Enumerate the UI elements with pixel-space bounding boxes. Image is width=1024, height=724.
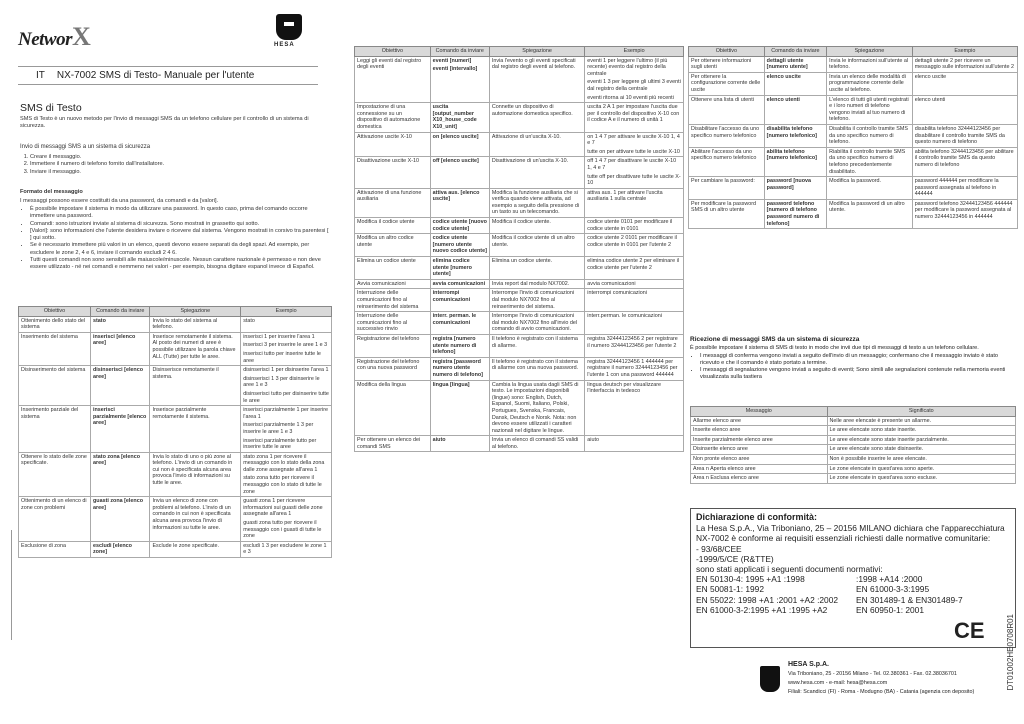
table-row: [19, 316, 332, 332]
networx-logo: NetworX: [18, 22, 91, 51]
table-cell: inserisci parzialmente 1 per inserire l'area 1 inserisci parzialmente 1 3 per inserire le aree 1 e 3 inserisci parzialmente tutto per inserire tutte le aree: [241, 406, 332, 453]
table-cell: Cambia la lingua usata dagli SMS di testo. Le impostazioni disponibili (lingue) sono: English, Dutch, Espanol, Suomi, Italiano, Polski, Portugues, Svenska, Francais, Dansk, Deutsch e Norsk. Nota: non devono essere utilizzati i caratteri nazionali nel digitare le lingue.: [489, 380, 584, 436]
footer-filiali: Filiali: Scandicci (FI) - Roma - Modugno (BA) - Catania (agenzia con deposito): [788, 689, 975, 695]
table-cell: interr.perman. le comunicazioni: [585, 312, 684, 335]
table-cell: Avvia comunicazioni: [355, 279, 431, 289]
footer-web: www.hesa.com - e-mail: hesa@hesa.com: [788, 680, 888, 686]
message-row: [691, 474, 1016, 484]
table-cell: abilita telefono [numero telefonico]: [764, 147, 827, 176]
conformity-line: EN 50081-1: 1992: [696, 584, 764, 595]
hesa-footer-logo-icon: [760, 666, 780, 692]
table-cell: Registrazione del telefono con una nuova password: [355, 357, 431, 380]
table-row: [355, 334, 684, 357]
table-cell: Disabilita il controllo tramite SMS da uno specifico numero di telefono.: [827, 124, 913, 147]
col-header-spiegazione: Spiegazione: [150, 307, 241, 317]
table-row: [19, 366, 332, 406]
table-cell: elenco utenti: [912, 95, 1017, 124]
table-cell: aiuto: [430, 436, 489, 452]
col-header-spiegazione: Spiegazione: [489, 47, 584, 57]
table-cell: password 444444 per modificare la password assegnata al telefono in 444444: [912, 177, 1017, 200]
table-cell: Inserimento del sistema: [19, 332, 91, 365]
receive-text: È possibile impostare il sistema di SMS di testo in modo che invii due tipi di messaggi di testo a un telefono cellulare.: [690, 345, 979, 352]
col-header-esempio: Esempio: [912, 47, 1017, 57]
table-cell: uscita 2 A 1 per impostare l'uscita due per il controllo del dispositivo X-10 con il codice A e il numero di unità 1: [585, 103, 684, 132]
table-cell: Invia un elenco delle modalità di programmazione corrente delle uscite al telefono.: [827, 72, 913, 95]
message-cell: Disinserite elenco aree: [691, 445, 828, 455]
table-cell: registra 32444123456 2 per registrare il numero 32444123456 per l'utente 2: [585, 334, 684, 357]
table-cell: elenco utenti: [764, 95, 827, 124]
table-cell: Interrompe l'invio di comunicazioni dal modulo NX7002 fino all'invio del comando di avvio comunicazioni.: [489, 312, 584, 335]
table-cell: password telefono 32444123456 444444 per modificare la password assegnata al numero 32444123456 in 444444: [912, 199, 1017, 228]
ce-mark-icon: CE: [954, 618, 985, 643]
table-cell: lingua [lingua]: [430, 380, 489, 436]
table-row: [689, 72, 1018, 95]
table-cell: Disabilitare l'accesso da uno specifico numero telefonico: [689, 124, 765, 147]
col-header-messaggio: Messaggio: [691, 407, 828, 417]
table-row: [19, 452, 332, 497]
receive-bullet: • I messaggi di conferma vengono inviati a seguito dell'invio di un messaggio; confermano che il messaggio inviato è stato ricevuto e che il comando è stato portato a termine.: [700, 353, 1016, 368]
conformity-line: EN 61000-3-2:1995 +A1 :1995 +A2: [696, 604, 828, 615]
table-cell: uscita [output_number X10_house_code X10_unit]: [430, 103, 489, 132]
table-cell: Inserisce parzialmente remotamente il sistema.: [150, 406, 241, 453]
conformity-line: :1998 +A14 :2000: [856, 574, 923, 585]
table-cell: on [elenco uscite]: [430, 132, 489, 157]
table-cell: Modifica il codice utente: [355, 218, 431, 234]
table-cell: Disinserimento del sistema: [19, 366, 91, 406]
conformity-line: EN 50130-4: 1995 +A1 :1998: [696, 574, 805, 585]
message-cell: Non pronte elenco aree: [691, 454, 828, 464]
message-row: [691, 464, 1016, 474]
table-row: [355, 279, 684, 289]
conformity-line: EN 61000-3-3:1995: [856, 584, 930, 595]
table-cell: password telefono [numero di telefono password numero di telefono]: [764, 199, 827, 228]
receive-section: [690, 336, 1016, 382]
table-cell: Connette un dispositivo di automazione domestica specifico.: [489, 103, 584, 132]
message-cell: Le zone elencate in quest'area sono escluse.: [827, 474, 1016, 484]
margin-rule: [11, 530, 13, 640]
conformity-line: La Hesa S.p.A., Via Triboniano, 25 – 20156 MILANO dichiara che l'apparecchiatura NX-7002 è conforme ai requisiti essenziali richiesti dalle normative comunitarie:: [696, 523, 1005, 544]
col-header-spiegazione: Spiegazione: [827, 47, 913, 57]
table-cell: Disattivazione uscite X-10: [355, 157, 431, 188]
table-cell: Ottenimento dello stato del sistema: [19, 316, 91, 332]
table-row: [355, 380, 684, 436]
table-row: [355, 257, 684, 280]
table-cell: escludi 1 3 per escludere le zone 1 e 3: [241, 541, 332, 557]
table-cell: codice utente 0101 per modificare il codice utente in 0101: [585, 218, 684, 234]
col-header-comando: Comando da inviare: [764, 47, 827, 57]
invio-heading: Invio di messaggi SMS a un sistema di sicurezza: [20, 144, 151, 150]
table-cell: Interruzione delle comunicazioni fino al reinserimento del sistema: [355, 289, 431, 312]
table-cell: Registrazione del telefono: [355, 334, 431, 357]
col-header-comando: Comando da inviare: [430, 47, 489, 57]
table-cell: elenco uscite: [764, 72, 827, 95]
col-header-obiettivo: Obiettivo: [19, 307, 91, 317]
message-cell: Inserite elenco aree: [691, 426, 828, 436]
table-cell: Modifica il codice utente di un altro utente.: [489, 234, 584, 257]
document-id: DT01002HE0708R01: [1006, 614, 1015, 691]
table-cell: dettagli utente 2 per ricevere un messaggio sulle informazioni sull'utente 2: [912, 56, 1017, 72]
conformity-heading: Dichiarazione di conformità:: [696, 512, 818, 522]
table-cell: escludi [elenco zone]: [90, 541, 149, 557]
table-cell: stato: [241, 316, 332, 332]
intro-heading: SMS di Testo: [20, 102, 82, 114]
table-cell: eventi 1 per leggere l'ultimo (il più recente) evento dal registro della centrale eventi 1 3 per leggere gli ultimi 3 eventi dal registro della centrale eventi ritorna ai 10 eventi più recenti: [585, 56, 684, 103]
table-cell: codice utente 2 0101 per modificare il codice utente in 0101 per l'utente 2: [585, 234, 684, 257]
table-cell: Il telefono è registrato con il sistema di allarme.: [489, 334, 584, 357]
message-cell: Area n Aperta elenco aree: [691, 464, 828, 474]
table-cell: elenco uscite: [912, 72, 1017, 95]
table-cell: Elimina un codice utente: [355, 257, 431, 280]
table-cell: inserisci parzialmente [elenco aree]: [90, 406, 149, 453]
table-cell: attiva aus. 1 per attivare l'uscita ausiliaria 1 sulla centrale: [585, 188, 684, 217]
receive-heading: Ricezione di messaggi SMS da un sistema di sicurezza: [690, 336, 860, 343]
table-row: [355, 289, 684, 312]
table-cell: eventi [numeri] eventi [intervallo]: [430, 56, 489, 103]
table-cell: interrompi comunicazioni: [430, 289, 489, 312]
table-cell: stato zona 1 per ricevere il messaggio con lo stato della zona dalle zone assegnate all'area 1 stato zona tutto per ricevere il messaggio con lo stato di tutte le zone: [241, 452, 332, 497]
col-header-obiettivo: Obiettivo: [689, 47, 765, 57]
formato-text: I messaggi possono essere costituiti da una password, da comandi e da [valori].: [20, 198, 219, 204]
commands-table-1: [18, 306, 332, 558]
table-cell: dettagli utente [numero utente]: [764, 56, 827, 72]
table-row: [689, 95, 1018, 124]
table-cell: Il telefono è registrato con il sistema di allarme con una nuova password.: [489, 357, 584, 380]
table-row: [19, 332, 332, 365]
message-cell: Le aree elencate sono state inserite parzialmente.: [827, 435, 1016, 445]
table-row: [355, 234, 684, 257]
hesa-logo-label: HESA: [274, 42, 295, 48]
table-cell: Elimina un codice utente.: [489, 257, 584, 280]
table-cell: registra 32444123456 1 444444 per registrare il numero 32444123456 per l'utente 1 con una password 444444: [585, 357, 684, 380]
col-header-esempio: Esempio: [585, 47, 684, 57]
table-cell: disabilita telefono [numero telefonico]: [764, 124, 827, 147]
table-cell: Interruzione delle comunicazioni fino al successivo rinvio: [355, 312, 431, 335]
table-cell: Per ottenere informazioni sugli utenti: [689, 56, 765, 72]
message-row: [691, 435, 1016, 445]
table-cell: elimina codice utente 2 per eliminare il codice utente per l'utente 2: [585, 257, 684, 280]
page-title: IT NX-7002 SMS di Testo- Manuale per l'utente: [18, 66, 318, 85]
table-cell: Modifica la funzione ausiliaria che si verifica quando viene attivata, ad esempio a seguito della pressione di un tasto su un telecomando.: [489, 188, 584, 217]
table-cell: Per cambiare la password:: [689, 177, 765, 200]
message-row: [691, 445, 1016, 455]
table-row: [19, 497, 332, 542]
table-cell: on 1 4 7 per attivare le uscite X-10 1, 4 e 7 tutte on per attivare tutte le uscite X-10: [585, 132, 684, 157]
conformity-line: sono stati applicati i seguenti documenti normativi:: [696, 564, 883, 575]
steps-list: 1. Creare il messaggio. 2. Immettere il numero di telefono fornito dall'installatore. 3. Inviare il messaggio.: [20, 154, 330, 176]
table-cell: Per modificare la password SMS di un altro utente: [689, 199, 765, 228]
table-cell: Riabilita il controllo tramite SMS da uno specifico numero di telefono precedentemente disabilitato.: [827, 147, 913, 176]
table-cell: Invia le informazioni sull'utente al telefono.: [827, 56, 913, 72]
table-cell: Abilitare l'accesso da uno specifico numero telefonico: [689, 147, 765, 176]
hesa-logo-icon: [276, 14, 302, 40]
table-cell: Disattivazione di un'uscita X-10.: [489, 157, 584, 188]
formato-heading: Formato del messaggio: [20, 189, 83, 195]
table-row: [355, 103, 684, 132]
col-header-obiettivo: Obiettivo: [355, 47, 431, 57]
table-row: [355, 157, 684, 188]
table-cell: L'elenco di tutti gli utenti registrati e i loro numeri di telefono vengono inviati al tuo numero di telefono.: [827, 95, 913, 124]
table-cell: Invia un elenco di zone con problemi al telefono. L'invio di un comando in cui non è specificata alcuna area provoca l'invio di informazioni su tutte le aree.: [150, 497, 241, 542]
table-cell: disinserisci [elenco aree]: [90, 366, 149, 406]
table-row: [355, 188, 684, 217]
table-cell: Impostazione di una connessione su un dispositivo di automazione domestica: [355, 103, 431, 132]
table-row: [355, 312, 684, 335]
table-cell: Modifica della lingua: [355, 380, 431, 436]
table-row: [355, 132, 684, 157]
footer-text: [788, 660, 1018, 697]
conformity-line: -1999/5/CE (R&TTE): [696, 553, 774, 564]
table-cell: registra [numero utente numero di telefono]: [430, 334, 489, 357]
table-cell: Invia lo stato del sistema al telefono.: [150, 316, 241, 332]
table-cell: Esclude le zone specificate.: [150, 541, 241, 557]
table-cell: Per ottenere la configurazione corrente delle uscite: [689, 72, 765, 95]
table-cell: registra [password numero utente numero di telefono]: [430, 357, 489, 380]
conformity-line: EN 55022: 1998 +A1 :2001 +A2 :2002: [696, 594, 839, 605]
message-cell: Le aree elencate sono state disinserite.: [827, 445, 1016, 455]
conformity-line: EN 301489-1 & EN301489-7: [856, 594, 963, 605]
table-cell: Invia lo stato di uno o più zone al telefono. L'invio di un comando in cui non è specificata alcuna area provoca l'invio di informazioni su tutte le aree.: [150, 452, 241, 497]
footer-brand: HESA S.p.A.: [788, 661, 829, 668]
message-cell: Inserite parzialmente elenco aree: [691, 435, 828, 445]
message-cell: Area n Esclusa elenco aree: [691, 474, 828, 484]
commands-table-2: [354, 46, 684, 452]
table-cell: Modifica la password di un altro utente.: [827, 199, 913, 228]
table-cell: attiva aus. [elenco uscite]: [430, 188, 489, 217]
table-cell: disabilita telefono 32444123456 per disabilitare il controllo tramite SMS da questo numero di telefono: [912, 124, 1017, 147]
table-row: [689, 177, 1018, 200]
formato-bullets: • È possibile impostare il sistema in modo da utilizzare una password. In questo caso, prima del comando occorre immettere una password. • Comandi: sono istruzioni inviate al sistema di sicurezza. Sono mostrati in grassetto qui sotto. • [Valori]: sono informazioni che l'utente desidera inviare o ricevere dal sistema. Vengono mostrati in corsivo tra parentesi [ ] qui sotto. • Se è necessario immettere più valori in un elenco, questi devono essere separati da degli spazi. Ad esempio, per escludere le zone 2, 4 e 6, inviare il comando escludi 2 4 6. • Tutti questi comandi non sono sensibili alle maiuscole/minuscole. Nessun carattere nazionale è permesso e non deve essere utilizzato - né nei comandi e nemmeno nei valori - per esempio, bisogna digitare espanol invece di Español.: [20, 206, 330, 272]
table-cell: Inserimento parziale del sistema: [19, 406, 91, 453]
table-cell: disinserisci 1 per disinserire l'area 1 disinserisci 1 3 per disinserire le aree 1 e 3 disinserisci tutto per disinserire tutte le aree: [241, 366, 332, 406]
table-cell: Ottenimento di un elenco di zone con problemi: [19, 497, 91, 542]
table-row: [689, 199, 1018, 228]
table-row: [19, 406, 332, 453]
table-row: [689, 124, 1018, 147]
table-cell: Inserisce remotamente il sistema. Al posto dei numeri di aree è possibile utilizzare la parola chiave ALL (Tutte) per tutte le aree.: [150, 332, 241, 365]
table-cell: inserisci 1 per inserire l'area 1 inserisci 3 per inserire le aree 1 e 3 inserisci tutto per inserire tutte le aree: [241, 332, 332, 365]
table-cell: stato zona [elenco aree]: [90, 452, 149, 497]
table-cell: Attivazione di un'uscita X-10.: [489, 132, 584, 157]
table-row: [355, 218, 684, 234]
table-cell: codice utente [nuovo codice utente]: [430, 218, 489, 234]
table-cell: guasti zona [elenco aree]: [90, 497, 149, 542]
table-row: [19, 541, 332, 557]
message-row: [691, 426, 1016, 436]
table-cell: lingua deutsch per visualizzare l'interfaccia in tedesco: [585, 380, 684, 436]
column-3: [688, 0, 1018, 724]
table-cell: Modifica il codice utente.: [489, 218, 584, 234]
col-header-comando: Comando da inviare: [90, 307, 149, 317]
col-header-esempio: Esempio: [241, 307, 332, 317]
message-cell: Le aree elencate sono state inserite.: [827, 426, 1016, 436]
table-cell: Esclusione di zona: [19, 541, 91, 557]
table-cell: aiuto: [585, 436, 684, 452]
message-cell: Le zone elencate in quest'area sono aperte.: [827, 464, 1016, 474]
conformity-line: EN 60950-1: 2001: [856, 604, 924, 615]
table-cell: abilita telefono 32444123456 per abilitare il controllo tramite SMS da questo numero di telefono: [912, 147, 1017, 176]
table-cell: Modifica un altro codice utente: [355, 234, 431, 257]
table-cell: avvia comunicazioni: [585, 279, 684, 289]
column-2: [354, 0, 684, 724]
table-cell: Invia report dal modulo NX7002.: [489, 279, 584, 289]
table-cell: stato: [90, 316, 149, 332]
table-cell: Leggi gli eventi dal registro degli eventi: [355, 56, 431, 103]
table-cell: off [elenco uscite]: [430, 157, 489, 188]
table-row: [689, 147, 1018, 176]
table-cell: guasti zona 1 per ricevere informazioni sui guasti delle zone assegnate all'area 1 guasti zona tutto per ricevere il messaggio con i guasti di tutte le zone: [241, 497, 332, 542]
table-cell: Invia un elenco di comandi SS validi al telefono.: [489, 436, 584, 452]
message-cell: Nelle aree elencate è presente un allarme.: [827, 416, 1016, 426]
receive-bullet: • I messaggi di segnalazione vengono inviati a seguito di eventi; Sono simili alle segnalazioni contenute nella memoria eventi visualizzata sulla tastiera: [700, 367, 1016, 382]
table-cell: Invia l'evento o gli eventi specificati dal registro degli eventi al telefono.: [489, 56, 584, 103]
message-row: [691, 416, 1016, 426]
message-row: [691, 454, 1016, 464]
table-row: [689, 56, 1018, 72]
table-cell: Modifica la password.: [827, 177, 913, 200]
table-cell: Attivazione di una funzione ausiliaria: [355, 188, 431, 217]
table-cell: password [nuova password]: [764, 177, 827, 200]
column-1: [8, 0, 333, 724]
footer-address: Via Triboniano, 25 - 20156 Milano - Tel. 02.380361 - Fax. 02.38036701: [788, 671, 957, 677]
message-cell: Allarme elenco aree: [691, 416, 828, 426]
table-cell: Interrompe l'invio di comunicazioni dal modulo NX7002 fino al reinserimento del sistema.: [489, 289, 584, 312]
conformity-line: - 93/68/CEE: [696, 543, 742, 554]
table-cell: interrompi comunicazioni: [585, 289, 684, 312]
table-row: [355, 56, 684, 103]
commands-table-3: [688, 46, 1018, 229]
table-cell: elimina codice utente [numero utente]: [430, 257, 489, 280]
intro-text: SMS di Testo è un nuovo metodo per l'invio di messaggi SMS da un telefono cellulare per il controllo di un sistema di sicurezza.: [20, 116, 309, 130]
message-cell: Non è possibile inserire le aree elencate.: [827, 454, 1016, 464]
table-cell: codice utente [numero utente nuovo codice utente]: [430, 234, 489, 257]
table-row: [355, 436, 684, 452]
table-cell: interr. perman. le comunicazioni: [430, 312, 489, 335]
table-cell: Attivazione uscite X-10: [355, 132, 431, 157]
table-cell: off 1 4 7 per disattivare le uscite X-10 1, 4 e 7 tutte off per disattivare tutte le uscite X-10: [585, 157, 684, 188]
col-header-significato: Significato: [827, 407, 1016, 417]
table-row: [355, 357, 684, 380]
table-cell: Ottenere una lista di utenti: [689, 95, 765, 124]
table-cell: Per ottenere un elenco dei comandi SMS: [355, 436, 431, 452]
table-cell: Ottenere lo stato delle zone specificate.: [19, 452, 91, 497]
table-cell: inserisci [elenco aree]: [90, 332, 149, 365]
table-cell: Disinserisce remotamente il sistema.: [150, 366, 241, 406]
table-cell: avvia comunicazioni: [430, 279, 489, 289]
messages-table: [690, 406, 1016, 484]
